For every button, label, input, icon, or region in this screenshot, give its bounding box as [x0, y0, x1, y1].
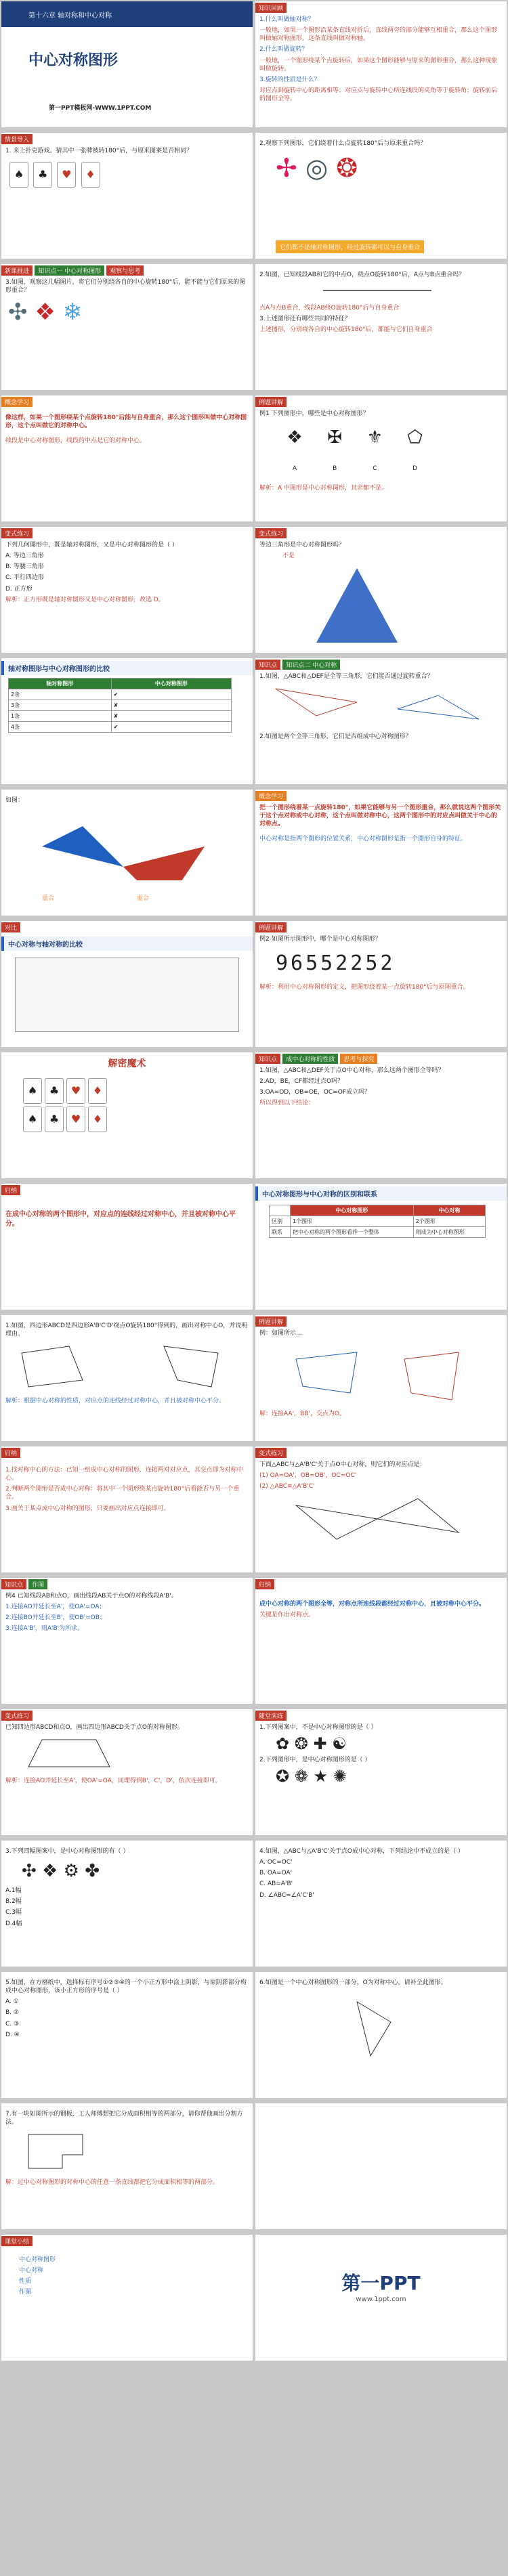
q2: 2.什么叫做旋转？ [259, 46, 308, 53]
tag: 知识点 [255, 1054, 280, 1064]
pattern-icon: ❖ [35, 299, 56, 326]
magic-title: 解密魔术 [108, 1058, 146, 1069]
rotate-text: 如图： [5, 797, 24, 804]
slide-summary2 [1, 1446, 253, 1572]
card: ♦ [81, 162, 100, 188]
cell: ✘ [111, 711, 231, 722]
var2-answer: 不是 [282, 553, 295, 560]
snow-icon: ❄ [62, 299, 83, 326]
sum2-line2: 2.判断两个图形是否成中心对称：将其中一个图形绕某点旋转180°后看能否与另一个重合。 [5, 1486, 240, 1501]
tag: 例题讲解 [255, 397, 287, 407]
card: ♣ [45, 1107, 64, 1132]
diff-table [269, 1205, 486, 1238]
slide-summary3 [255, 1578, 507, 1704]
cell: 1个图形 [290, 1216, 413, 1227]
tag: 情景导入 [1, 134, 33, 144]
card: ♥ [66, 1078, 85, 1104]
tri-2 [398, 695, 479, 719]
card: ♣ [33, 162, 52, 188]
prac4-opt-a: A. OC=OC' [259, 1859, 293, 1866]
var1-text: 下列几何图形中，既是轴对称图形，又是中心对称图形的是（ ） [5, 542, 178, 549]
prac5-text: 5.如图，在方格纸中，选择标有序号①②③④的一个小正方形中涂上阴影，与原阴影部分构成中心对称图形，该小正方形的序号是（ ） [5, 1979, 247, 1995]
tag: 归纳 [255, 1579, 274, 1589]
prac1-text: 1.下列图案中，不是中心对称图形的是（ ） [259, 1724, 377, 1731]
triangle-svg [255, 561, 499, 649]
line3: 3.OA=OD，OB=OE，OC=OF成立吗？ [259, 1089, 371, 1096]
sum2-line3: 3.画关于某点成中心对称的图形，只要画出对应点连接即可。 [5, 1505, 170, 1512]
var1-opt-b: B. 等腰三角形 [5, 563, 44, 571]
q3: 3.旋转的性质是什么？ [259, 76, 320, 83]
slide-central [255, 658, 507, 784]
concept2-def: 把一个图形绕着某一点旋转180°，如果它能够与另一个图形重合，那么就说这两个图形关于这个点对称或中心对称，这个点叫做对称中心，这两个图形中的对应点叫做关于中心的对称点。 [259, 804, 501, 828]
sub: 成中心对称的性质 [282, 1054, 338, 1064]
prac7-answer: 解：过中心对称图形的对称中心的任意一条直线都把它分成面积相等的两部分。 [5, 2179, 219, 2187]
card: ♥ [66, 1107, 85, 1132]
prac5-opt-b: B. ② [5, 2009, 19, 2017]
card: ♠ [23, 1078, 42, 1104]
prac7-svg [1, 2128, 245, 2175]
cell: ✘ [111, 700, 231, 711]
tag: 随堂演练 [255, 1711, 287, 1721]
sum3-text: 成中心对称的两个图形全等，对称点所连线段都经过对称中心，且被对称中心平分。 [259, 1601, 486, 1608]
tag: 例题讲解 [255, 922, 287, 932]
tri-blue [42, 826, 123, 867]
line1: 1.如图，△ABC和△DEF关于点O中心对称，那么这两个图形全等吗？ [259, 1067, 444, 1074]
observe-caption: 它们都不是轴对称图形，经过旋转都可以与自身重合 [276, 240, 424, 253]
segment-answer2: 上述图形，分别绕各自的中心旋转180°后，都能与它们自身重合 [259, 326, 433, 334]
quad [28, 1740, 110, 1767]
cell: 2条 [9, 689, 112, 700]
find-svg [1, 1339, 245, 1394]
ex3-answer: 解：连接AA'，BB'，交点为O。 [259, 1411, 345, 1418]
central-text2: 2.如图是两个全等三角形，它们是否组成中心对称图形？ [259, 733, 412, 741]
quad-1 [22, 1346, 83, 1387]
var1-opt-a: A. 等边三角形 [5, 553, 44, 560]
diff-title: 中心对称图形与中心对称的区别和联系 [255, 1186, 507, 1201]
var1-opt-d: D. 正方形 [5, 585, 33, 593]
sum3-text2: 关键是作出对称点。 [259, 1612, 315, 1619]
sub2: 思考与探究 [340, 1054, 377, 1064]
slide-practice5 [1, 1972, 253, 2098]
prac3-opt-b: B.2幅 [5, 1898, 22, 1906]
prac4-opt-d: D. ∠ABC=∠A'C'B' [259, 1891, 314, 1899]
prac1-figs: ✿ ❂ ✚ ☯ [276, 1734, 347, 1754]
slide-review [255, 1, 507, 127]
logo-icon: ◎ [305, 153, 329, 184]
observe-figures [255, 149, 507, 187]
slide-variant1 [1, 527, 253, 653]
tag: 变式练习 [255, 528, 287, 538]
slide-practice4 [255, 1841, 507, 1967]
contrast-box [15, 958, 239, 1032]
find-answer: 解析：根据中心对称的性质，对应点的连线经过对称中心，并且被对称中心平分。 [5, 1398, 226, 1405]
cover-title: 中心对称图形 [28, 52, 119, 69]
cards [1, 156, 253, 193]
step2: 2.连接BO并延长至B'，使OB'=OB； [5, 1614, 106, 1622]
prac4-text: 4.如图，△ABC与△A'B'C'关于点O成中心对称，下列结论中不成立的是（ ） [259, 1848, 464, 1855]
th: 轴对称图形 [9, 679, 112, 689]
tag: 变式练习 [1, 528, 33, 538]
var4-answer: 解析：连接AO并延长至A'，使OA'=OA，同理得到B'，C'，D'，依次连接即可。 [5, 1778, 221, 1785]
slide-new [1, 264, 253, 390]
var3-line1: (1) OA=OA'，OB=OB'，OC=OC' [259, 1472, 357, 1480]
slide-intro [1, 133, 253, 259]
slide-concept2 [255, 790, 507, 916]
contrast-title: 中心对称与轴对称的比较 [1, 937, 253, 951]
sub: 作图 [28, 1579, 47, 1589]
slide-example1 [255, 395, 507, 521]
tag: 归纳 [1, 1448, 20, 1458]
cell: 联系 [270, 1227, 291, 1238]
cell: 则成为中心对称图形 [413, 1227, 485, 1238]
th: 中心对称图形 [111, 679, 231, 689]
new-text: 3.如图，观察这几幅图片，将它们分别绕各自的中心旋转180°后，能不能与它们原来的图形重合？ [5, 279, 246, 295]
new-figures [1, 296, 253, 328]
cell: 把中心对称的两个图形看作一个整体 [290, 1227, 413, 1238]
prac6-text: 6.如图是一个中心对称图形的一部分，O为对称中心，请补全此图形。 [259, 1979, 447, 1986]
cell: ✔ [111, 722, 231, 733]
segment-text2: 3.上述图形还有哪些共同的特征？ [259, 316, 351, 323]
conclusion: 所以得到以下结论： [259, 1100, 315, 1107]
slide-example2 [255, 921, 507, 1047]
central-svg [255, 682, 499, 729]
label-1: 重合 [42, 895, 55, 902]
recap-item: 作图 [19, 2289, 32, 2296]
recap-items [1, 2248, 253, 2305]
q1: 1.什么叫做轴对称？ [259, 16, 314, 23]
slide-segment [255, 264, 507, 390]
pinwheel-icon: ✢ [276, 153, 297, 184]
figure-b: ✠ B [327, 427, 343, 473]
prac3-opt-d: D.4幅 [5, 1920, 22, 1927]
a1: 一般地，如果一个图形沿某条直线对折后，直线两旁的部分能够互相重合，那么这个图形叫做轴对称图形，这条直线叫做对称轴。 [259, 27, 498, 43]
summary1-text: 在成中心对称的两个图形中，对应点的连线经过对称中心，并且被对称中心平分。 [5, 1211, 236, 1228]
intro-text: 1. 来上扑克游戏。猜其中一张牌被转180°后，与原来图案是否相同？ [5, 148, 193, 154]
concept-def: 像这样，如果一个图形绕某个点旋转180°后能与自身重合，那么这个图形叫做中心对称图形，这个点叫做它的对称中心。 [5, 414, 247, 430]
th [270, 1205, 291, 1216]
prac4-opt-b: B. OA=OA' [259, 1870, 293, 1877]
rotate-svg [1, 806, 245, 880]
var1-answer: 解析：正方形既是轴对称图形又是中心对称图形，故选 D。 [5, 596, 165, 603]
ex3-text: 例：如图所示... [259, 1330, 302, 1337]
recap-item: 中心对称图形 [19, 2256, 56, 2263]
var1-opt-c: C. 平行四边形 [5, 574, 45, 582]
sub: 知识点一 中心对称图形 [35, 265, 104, 276]
tag: 概念学习 [255, 791, 287, 801]
tag: 变式练习 [255, 1448, 287, 1458]
tri-red [123, 846, 205, 880]
observe-text: 2.观察下列图形，它们绕着什么点旋转180°后与原来重合吗？ [259, 140, 427, 147]
slide-end [255, 2235, 507, 2361]
prac4-opt-c: C. AB=A'B' [259, 1881, 293, 1888]
cell: ✔ [111, 689, 231, 700]
figure-d: ⬠ D [407, 427, 423, 473]
slide-observe [255, 133, 507, 259]
card: ♠ [23, 1107, 42, 1132]
slide-summary1 [1, 1184, 253, 1310]
slide-blank [255, 2103, 507, 2229]
slide-example3 [255, 1315, 507, 1441]
card: ♠ [9, 162, 28, 188]
recap-item: 中心对称 [19, 2267, 44, 2275]
th: 中心对称图形 [290, 1205, 413, 1216]
a3: 对应点到旋转中心的距离相等；对应点与旋转中心所连线段的夹角等于旋转角；旋转前后的图形全等。 [259, 87, 498, 103]
slide-draw [1, 1578, 253, 1704]
slide-find-center [1, 1315, 253, 1441]
concept-note: 线段是中心对称图形，线段的中点是它的对称中心。 [5, 437, 146, 445]
end-sub: www.1ppt.com [356, 2296, 406, 2303]
th: 中心对称 [413, 1205, 485, 1216]
slide-concept [1, 395, 253, 521]
central-text: 1.如图，△ABC和△DEF是全等三角形，它们能否通过旋转重合？ [259, 673, 433, 680]
a2: 一般地，一个图形绕某个点旋转后，如果这个图形能够与原来的图形重合，那么这种现象叫做旋转。 [259, 57, 498, 72]
slide-practice7 [1, 2103, 253, 2229]
tag: 课堂小结 [1, 2236, 33, 2246]
quad-2 [404, 1352, 459, 1400]
quad-1 [296, 1352, 357, 1393]
cell: 1条 [9, 711, 112, 722]
find-text: 1.如图，四边形ABCD是四边形A'B'C'D'绕点O旋转180°得到的，画出对称中心O，并说明理由。 [5, 1323, 248, 1338]
pinwheel-icon: ✣ [8, 299, 28, 326]
var4-text: 已知四边形ABCD和点O，画出四边形ABCD关于点O的对称图形。 [5, 1724, 184, 1731]
compare-table [8, 678, 232, 733]
step1: 1.连接AO并延长至A'，使OA'=OA； [5, 1604, 106, 1611]
card: ♥ [57, 162, 76, 188]
ex2-digits: 96552252 [276, 951, 396, 976]
slide-contrast [1, 921, 253, 1047]
tri-1 [377, 1499, 459, 1532]
prac3-figs: ✣ ❖ ⚙ ✤ [22, 1861, 100, 1882]
slide-variant2 [255, 527, 507, 653]
concept2-note: 中心对称是指两个图形的位置关系，中心对称图形是指一个图形自身的特征。 [259, 836, 467, 843]
slide-property [255, 1052, 507, 1178]
slide-recap [1, 2235, 253, 2361]
line2: 2.AD，BE，CF都经过点O吗？ [259, 1078, 344, 1086]
tri-1 [276, 689, 357, 716]
sub2: 观察与思考 [106, 265, 144, 276]
prac5-opt-d: D. ④ [5, 2031, 20, 2038]
var3-text: 下面△ABC与△A'B'C'关于点O中心对称，则它们的对应点是： [259, 1461, 426, 1468]
ex2-text: 例2 如图所示图形中，哪个是中心对称图形？ [259, 936, 381, 943]
slide-practice1 [255, 1709, 507, 1835]
triangle [316, 568, 398, 643]
prac3-text: 3.下列四幅图案中，是中心对称图形的有（ ） [5, 1848, 129, 1855]
slide-rotate [1, 790, 253, 916]
prac5-opt-a: A. ① [5, 1998, 19, 2006]
segment-answer: 点A与点B重合，线段AB绕O旋转180°后与自身重合 [259, 305, 400, 312]
plate [28, 2134, 83, 2168]
slide-cover [1, 1, 253, 127]
prac3-opt-c: C.3幅 [5, 1909, 22, 1916]
cell: 2个图形 [413, 1216, 485, 1227]
tag: 新课推进 [1, 265, 33, 276]
cell: 区别 [270, 1216, 291, 1227]
cell: 4条 [9, 722, 112, 733]
label-2: 重合 [137, 895, 150, 902]
var3-line2: (2) △ABC≌△A'B'C' [259, 1483, 315, 1490]
ex1-text: 例1 下列图形中，哪些是中心对称图形？ [259, 410, 369, 417]
cover-site: 第一PPT模板网-WWW.1PPT.COM [49, 105, 152, 112]
pattern-icon: ❂ [336, 153, 358, 184]
prac3-opt-a: A.1幅 [5, 1887, 22, 1895]
compare-title: 轴对称图形与中心对称图形的比较 [1, 661, 253, 675]
slide-magic [1, 1052, 253, 1178]
slide-variant3 [255, 1446, 507, 1572]
ex1-figures [255, 419, 507, 475]
card: ♣ [45, 1078, 64, 1104]
prac5-opt-c: C. ③ [5, 2020, 20, 2027]
tag: 归纳 [1, 1185, 20, 1195]
segment-text: 2.如图，已知线段AB和它的中点O，绕点O旋转180°后，A点与B点重合吗？ [259, 272, 465, 278]
prac1-text2: 2.下列图形中，是中心对称图形的是（ ） [259, 1757, 371, 1764]
var4-svg [1, 1733, 245, 1774]
tag: 知识回顾 [255, 3, 287, 13]
ex1-answer: 解析：A 中图形是中心对称图形，其余都不是。 [259, 485, 388, 492]
prac7-text: 7.有一块如图所示的钢板，工人师傅想把它分成面积相等的两部分，请你帮他画出分割方法。 [5, 2111, 243, 2126]
slide-variant4 [1, 1709, 253, 1835]
quad-2 [164, 1346, 218, 1387]
magic-cards [1, 1074, 253, 1136]
sum2-line1: 1.找对称中心的方法：已知一组成中心对称的图形，连接两对对应点，其交点即为对称中心。 [5, 1467, 243, 1482]
var3-svg [255, 1492, 499, 1546]
figure-c: ⚜ C [366, 427, 383, 473]
slide-diff [255, 1184, 507, 1310]
tag: 变式练习 [1, 1711, 33, 1721]
central-title: 知识点二 中心对称 [282, 660, 340, 670]
slide-practice3 [1, 1841, 253, 1967]
prac6-svg [255, 1988, 499, 2063]
ex3-svg [255, 1339, 499, 1407]
slide-compare [1, 658, 253, 784]
tag: 知识点 [1, 1579, 26, 1589]
segment-svg [255, 280, 499, 301]
tag: 知识点 [255, 660, 280, 670]
var2-text: 等边三角形是中心对称图形吗？ [259, 542, 345, 549]
cell: 3条 [9, 700, 112, 711]
card: ♦ [88, 1107, 107, 1132]
cover-subtitle: 第十六章 轴对称和中心对称 [1, 1, 253, 27]
tag: 例题讲解 [255, 1316, 287, 1327]
end-logo: 第一PPT [341, 2272, 421, 2294]
figure-a: ❖ A [287, 427, 303, 473]
shape [357, 2002, 391, 2056]
step3: 3.连接A'B'，则A'B'为所求。 [5, 1625, 84, 1633]
recap-item: 性质 [19, 2278, 32, 2285]
slide-practice6 [255, 1972, 507, 2098]
prac1-figs2: ✪ ❁ ★ ✺ [276, 1767, 347, 1786]
tag: 对比 [1, 922, 20, 932]
draw-text: 例4 已知线段AB和点O，画出线段AB关于点O的对称线段A'B'。 [5, 1593, 177, 1600]
tag: 概念学习 [1, 397, 33, 407]
ex2-answer: 解析：利用中心对称图形的定义，把图形绕着某一点旋转180°后与原图重合。 [259, 984, 469, 991]
card: ♦ [88, 1078, 107, 1104]
tri-2 [296, 1505, 377, 1539]
